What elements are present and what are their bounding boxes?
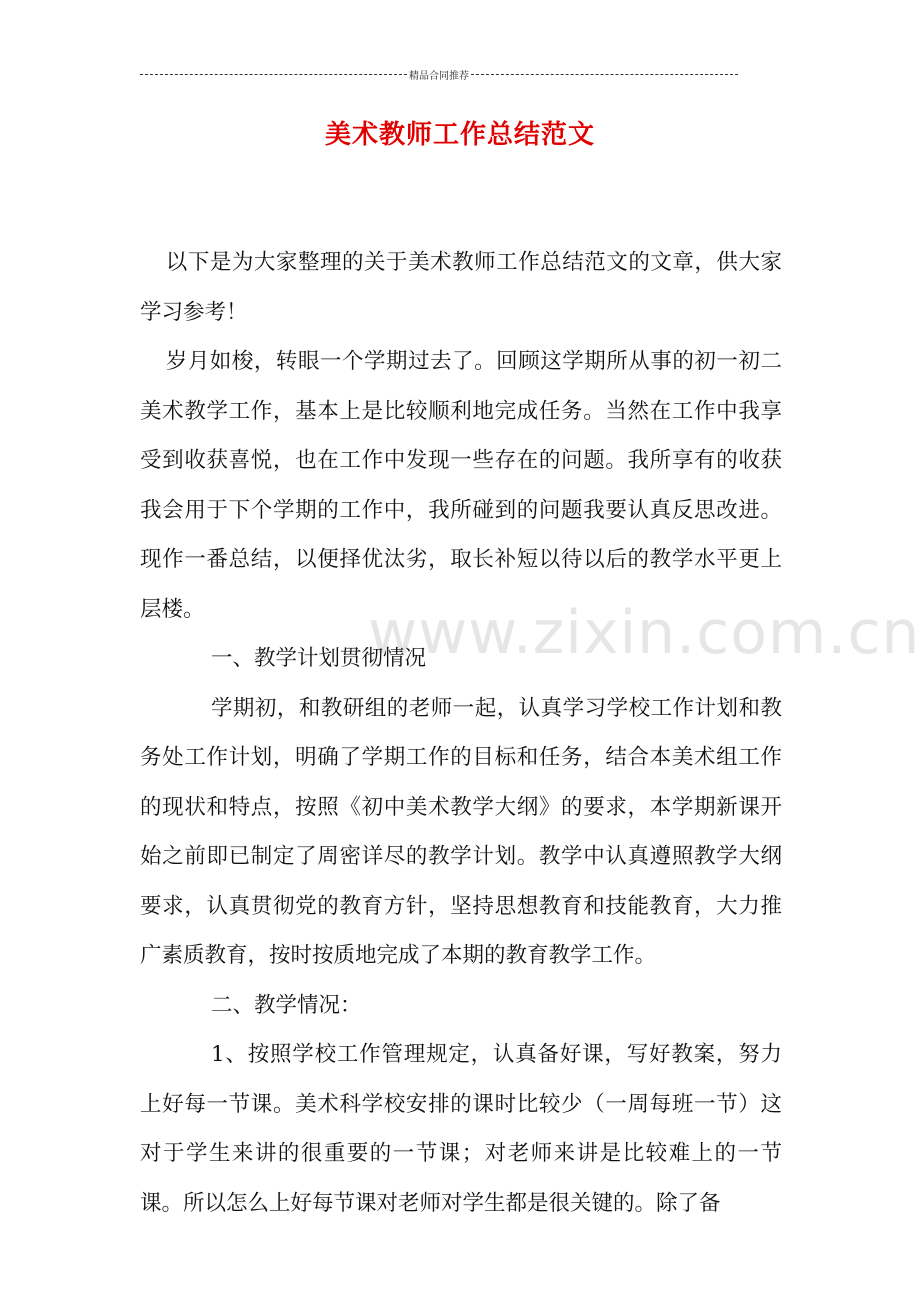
paragraph-overview: 岁月如梭，转眼一个学期过去了。回顾这学期所从事的初一初二美术教学工作，基本上是比较顺利地完成任务。当然在工作中我享受到收获喜悦，也在工作中发现一些存在的问题。我所享有的收获我会用于下个学期的工作中，我所碰到的问题我要认真反思改进。现作一番总结，以便择优汰劣，取长补短以待以后的教学水平更上层楼。 [140, 349, 782, 622]
watermark: www.zixin.com.cn [368, 598, 920, 668]
paragraph-teaching-1: 1、按照学校工作管理规定，认真备好课，写好教案，努力上好每一节课。美术科学校安排的课时比较少（一周每班一节）这对于学生来讲的很重要的一节课；对老师来讲是比较难上的一节课。所以怎么上好每节课对老师对学生都是很关键的。除了备 [140, 1042, 782, 1216]
header-label: 精品合同推荐 [409, 70, 469, 82]
paragraph-intro: 以下是为大家整理的关于美术教师工作总结范文的文章，供大家学习参考！ [140, 250, 782, 325]
header-dashed-line-right [471, 74, 738, 75]
document-title: 美术教师工作总结范文 [324, 120, 595, 150]
section-heading-plan: 一、教学计划贯彻情况 [210, 646, 426, 671]
section-heading-teaching: 二、教学情况： [210, 992, 362, 1018]
paragraph-plan: 学期初，和教研组的老师一起，认真学习学校工作计划和教务处工作计划，明确了学期工作的目标和任务，结合本美术组工作的现状和特点，按照《初中美术教学大纲》的要求，本学期新课开始之前即已制定了周密详尽的教学计划。教学中认真遵照教学大纲要求，认真贯彻党的教育方针，坚持思想教育和技能教育，大力推广素质教育，按时按质地完成了本期的教育教学工作。 [140, 695, 782, 968]
page-header [140, 66, 738, 82]
document-body [140, 238, 782, 1228]
header-dashed-line-left [140, 74, 407, 75]
